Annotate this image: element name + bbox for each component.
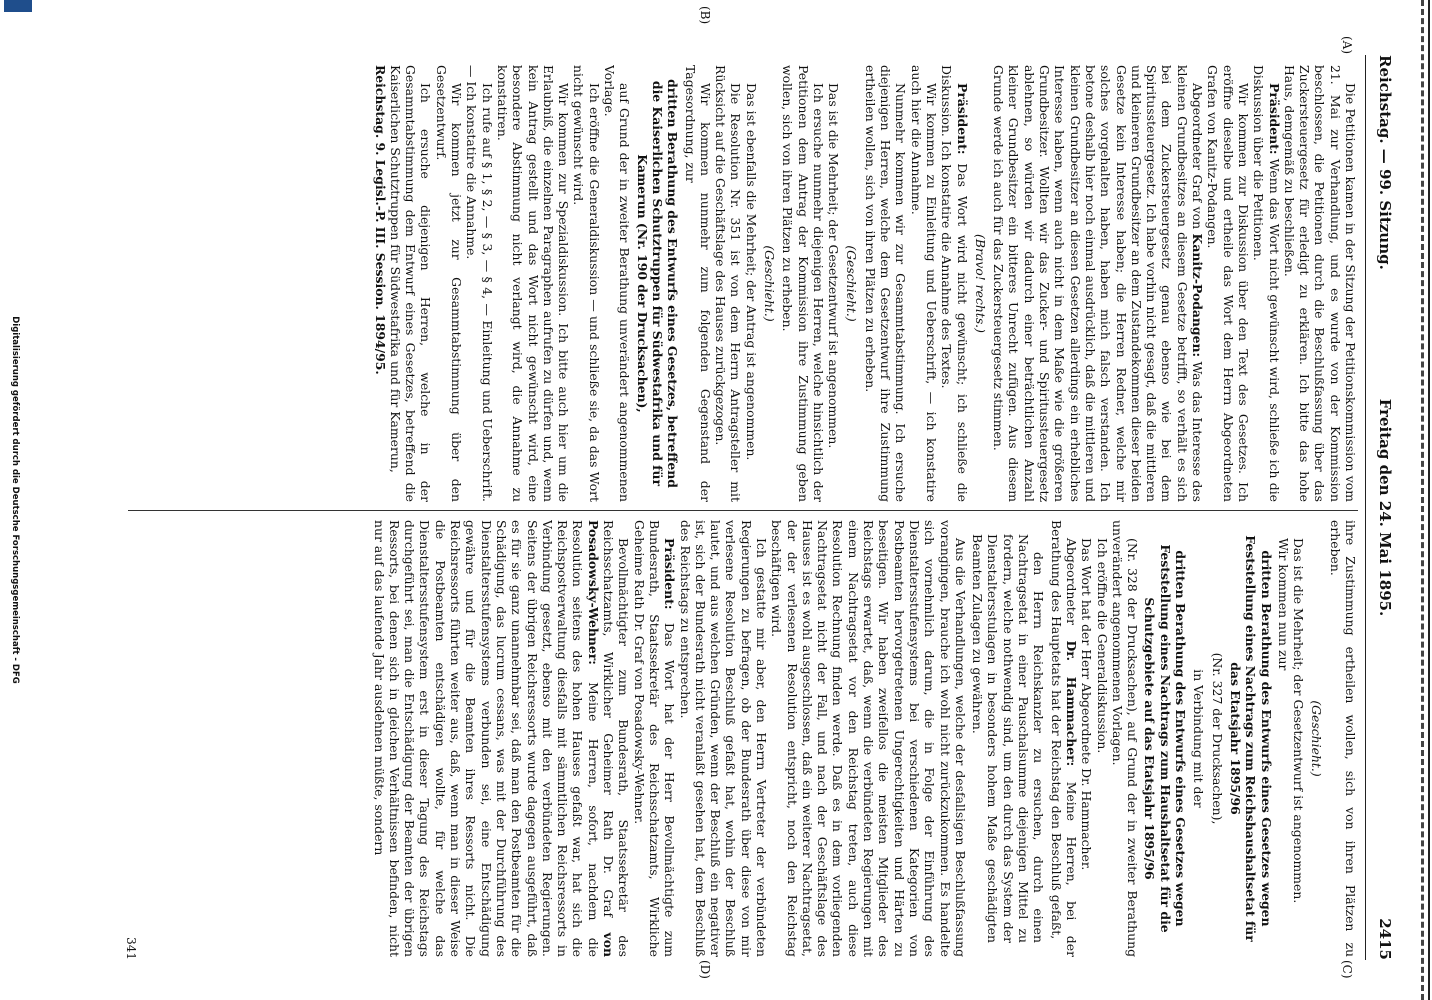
paragraph: Wir kommen nunmehr zum folgenden Gegenstand der Tagesordnung, zur xyxy=(682,65,713,502)
page-header xyxy=(1370,55,1394,960)
paragraph: Wir kommen zur Spezialdiskussion. Ich bitte auch hier um die Erlaubniß, die einzelnen Paragraphen aufrufen zu dürfen und, wenn kein Antrag gestellt und das Wort nicht gewünscht wird, eine besondere Abstimmung nicht verlangt wird, die Annahme zu konstatiren. xyxy=(494,65,572,502)
paragraph: Die Petitionen kamen in der Sitzung der Petitionskommission vom 21. Mai zur Verhandlung, und es wurde von der Kommission beschlossen, die Petitionen durch die Beschlußfassung über das Zuckersteuergesetz für erledigt zu erklären. Ich bitte das hohe Haus, demgemäß zu beschließen. xyxy=(1281,65,1358,502)
right-column xyxy=(128,520,1358,957)
digitization-credit: Digitalisierung gefördert durch die Deutsche Forschungsgemeinschaft - DFG xyxy=(10,316,20,684)
stage-direction: (Geschieht.) xyxy=(1309,700,1325,777)
paragraph: ihre Zustimmung ertheilen wollen, sich von ihren Plätzen zu erheben. xyxy=(1327,520,1358,957)
speaker: von Posadowsky-Wehner: xyxy=(585,520,617,957)
paragraph: Ich ersuche diejenigen Herren, welche in der Gesammtabstimmung dem Entwurf eines Gesetzes, betreffend die Kaiserlichen Schutztruppen für Südwestafrika und für Kamerun, xyxy=(387,65,434,502)
agenda-heading: dritten Berathung des Entwurfs eines Gesetzes wegen Feststellung eines Nachtrags zum Reichshaushaltsetat für das Etatsjahr 1895/96 xyxy=(1227,535,1274,942)
paragraph: Abgeordneter Graf von Kanitz-Podangen: Was das Interesse des kleinen Grundbesitzes an diesem Gesetze betrifft, so verhält es sich bei dem Zuckersteuergesetz genau ebenso wie bei dem Spiritussteuergesetz. Ich habe vorhin nicht gesagt, daß die mittleren und kleineren Grundbesitzer an dem Zustandekommen dieser beiden Gesetze kein Interesse haben; die Herren Redner, welche mir solches vorgehalten haben, haben mich falsch verstanden. Ich betone deshalb hier noch einmal ausdrücklich, daß die mittleren und kleinen Grundbesitzer an diesen Gesetzen allerdings ein erhebliches Interesse haben, wenn auch nicht in dem Maße wie die größeren Grundbesitzer. Wollten wir das Zucker- und Spiritussteuergesetz ablehnen, so würden wir dadurch einer beträchtlichen Anzahl kleiner Grundbesitzer ein bitteres Unrecht zufügen. Aus diesem Grunde werde ich auch für das Zuckersteuergesetz stimmen. xyxy=(991,65,1206,502)
quoted-resolution: den Herrn Reichskanzler zu ersuchen, durch einen Nachtragsetat in einer Pauschalsumme diejenigen Mittel zu fordern, welche nothwendig sind, um den durch das System der Dienstaltersstulagen in besonders hohem Maße geschädigten Beamten Zulagen zu gewähren. xyxy=(970,534,1047,943)
paragraph: Das ist die Mehrheit; der Gesetzentwurf ist angenommen. xyxy=(826,83,842,449)
sheet-number: 341 xyxy=(124,937,138,960)
marker-d: (D) xyxy=(698,960,712,979)
header-left: Reichstag. — 99. Sitzung. xyxy=(1376,55,1394,270)
paragraph: Abgeordneter Dr. Hammacher: Meine Herren, bei der Berathung des Hauptetats hat der Reichstag den Beschluß gefaßt, xyxy=(1048,520,1079,957)
paragraph: auf Grund der in zweiter Berathung unverändert angenommenen Vorlage. xyxy=(602,65,633,502)
marker-a: (A) xyxy=(1340,36,1354,55)
paragraph: Das ist die Mehrheit; der Gesetzentwurf ist angenommen. xyxy=(1291,538,1307,904)
paragraph: Wir kommen nun zur xyxy=(1275,538,1291,671)
paragraph: Ich eröffne die Generaldiskussion — und schließe sie, da das Wort nicht gewünscht wird. xyxy=(571,65,602,502)
connector: in Verbindung mit der xyxy=(1191,669,1207,808)
heading-tail: (Nr. 327 der Drucksachen), xyxy=(1209,652,1225,825)
header-rule xyxy=(1365,55,1366,960)
paragraph: (Nr. 328 der Drucksachen), auf Grund der in zweiter Berathung unverändert angenommenen Vorlagen. xyxy=(1109,520,1141,957)
agenda-heading: dritten Berathung des Entwurfs eines Gesetzes wegen Feststellung eines Nachtrags zum Haushaltsetat für die Schutzgebiete auf das Etatsjahr 1895/96 xyxy=(1142,544,1189,933)
speaker: Dr. Hammacher: xyxy=(1063,640,1079,767)
paragraph: Wir kommen zur Diskussion über den Text des Gesetzes. Ich eröffne dieselbe und ertheile das Wort dem Herrn Abgeordneten Grafen von Kanitz-Podangen. xyxy=(1205,65,1251,502)
paragraph: Ich rufe auf § 1, § 2, — § 3, — § 4, — Einleitung und Ueberschrift. — Ich konstatire die Annahme. xyxy=(464,65,495,502)
top-edge-rule xyxy=(1428,0,1430,1000)
stage-direction: (Geschieht.) xyxy=(762,245,778,322)
stage-direction: (Geschieht.) xyxy=(844,245,860,322)
paragraph: Wir kommen zu Einleitung und Ueberschrift, — ich konstatire auch hier die Annahme. xyxy=(908,65,939,502)
paragraph: Aus die Verhandlungen, welche der desfallsigen Beschlußfassung vorangingen, brauche ich wohl nicht zurückzukommen. Es handelte sich vornehmlich darum, die in Folge der Einführung des Dienstaltersstufensystems bei verschiedenen Kategorien von Postbeamten hervorgetretenen Ungerechtigkeiten und Härten zu beseitigen. Wir haben zweifellos die meisten Mitglieder des Reichstags erwartet, daß, wenn die verbündeten Regierungen mit einem Nachtragsetat vor den Reichstag treten, auch diese Resolution Rechnung finden werde. Daß es in dem vorliegenden Nachtragsetat nicht der Fall, und nach der Geschäftslage des Hauses ist es wohl ausgeschlossen, daß ein weiterer Nachtragsetat, der der verlesenen Resolution entspricht, noch den Reichstag beschäftigen wird. xyxy=(769,520,968,957)
paragraph: Ich ersuche nunmehr diejenigen Herren, welche hinsichtlich der Petitionen dem Antrag der Kommission ihre Zustimmung geben wollen, sich von ihren Plätzen zu erheben. xyxy=(780,65,826,502)
speaker: Präsident: xyxy=(1266,83,1282,155)
paragraph: Nunmehr kommen wir zur Gesammtabstimmung. Ich ersuche diejenigen Herren, welche dem Gesetzentwurf ihre Zustimmung ertheilen wollen, sich von ihren Plätzen zu erheben. xyxy=(862,65,909,502)
agenda-heading: dritten Berathung des Entwurfs eines Gesetzes, betreffend die Kaiserlichen Schutztruppen für Südwestafrika und für Kamerun (Nr. 190 der Drucksachen), xyxy=(634,79,681,488)
marker-c: (C) xyxy=(1340,960,1354,979)
stage-direction: (Bravo! rechts.) xyxy=(972,234,988,333)
paragraph: Präsident: Wenn das Wort nicht gewünscht wird, schließe ich die Diskussion über die Petitionen. xyxy=(1251,65,1282,502)
marker-b: (B) xyxy=(698,6,712,25)
paragraph: Wir kommen jetzt zur Gesammtabstimmung über den Gesetzentwurf. xyxy=(433,65,465,502)
paragraph: Präsident: Das Wort wird nicht gewünscht; ich schließe die Diskussion. Ich konstatire die Annahme des Textes. xyxy=(939,65,970,502)
paragraph: Ich gestatte mir aber, den Herrn Vertreter der verbündeten Regierungen zu befragen, ob der Bundesrath über diese von mir verlesene Resolution Beschluß gefaßt hat, wohin der Beschluß lautet, und aus welchen Gründen, wenn der Beschluß ein negativer ist, sich der Bundesrath nicht veranlaßt gesehen hat, dem Beschluß des Reichstags zu entsprechen. xyxy=(677,520,770,957)
speaker: Präsident: xyxy=(662,538,678,610)
top-edge-dashes xyxy=(1421,0,1424,1000)
left-column xyxy=(128,65,1358,502)
paragraph: Präsident: Das Wort hat der Herr Bevollmächtigte zum Bundesrath, Staatssekretär des Reichsschatzamts, Wirkliche Geheime Rath Dr. Graf von Posadowsky-Wehner. xyxy=(631,520,678,957)
speaker: Präsident: xyxy=(954,83,970,155)
column-rule xyxy=(128,510,1358,511)
paragraph: Das ist ebenfalls die Mehrheit; der Antrag ist angenommen. xyxy=(743,83,759,461)
footer-line: Reichstag. 9. Legisl.-P. III. Session. 1894/95. xyxy=(372,65,388,375)
page-number: 2415 xyxy=(1376,918,1394,960)
header-center: Freitag den 24. Mai 1895. xyxy=(1376,398,1394,617)
paragraph: Die Resolution Nr. 351 ist von dem Herrn Antragsteller mit Rücksicht auf die Geschäftslage des Hauses zurückgezogen. xyxy=(713,65,744,502)
paragraph: Ich eröffne die Generaldiskussion. xyxy=(1094,538,1110,754)
paragraph: Das Wort hat der Herr Abgeordnete Dr. Hammacher. xyxy=(1079,538,1095,871)
paragraph: Bevollmächtigter zum Bundesrath, Staatssekretär des Reichsschatzamts, Wirklicher Geheimer Rath Dr. Graf von Posadowsky-Wehner: Meine Herren, sofort, nachdem die Resolution seitens des hohen Hauses gefaßt war, hat sich die Reichspostverwaltung diesfalls mit sämmtlichen Reichsressorts in Verbindung gesetzt, ebenso mit den verbündeten Regierungen. Seitens der übrigen Reichsressorts wurde dagegen ausgeführt, daß es für sie ganz unannehmbar sei, daß man den Postbeamten für die Schädigung, das lucrum cessans, was mit der Durchführung des Dienstaltersstufensystems verbunden sei, eine Entschädigung gewähre und für die Beamten ihres Ressorts nicht. Die Reichsressorts führten weiter aus, daß, wenn man in dieser Weise die Postbeamten entschädigen wollte, für welche das Dienstaltersstufensystem erst in dieser Tagung des Reichstags durchgeführt sei, man die Entschädigung der Beamten der übrigen Ressorts, bei denen sich in gleichen Verhältnissen befinden, nicht nur auf das laufende Jahr ausdehnen müßte, sondern xyxy=(371,520,632,957)
speaker: Kanitz-Podangen: xyxy=(1190,233,1206,358)
